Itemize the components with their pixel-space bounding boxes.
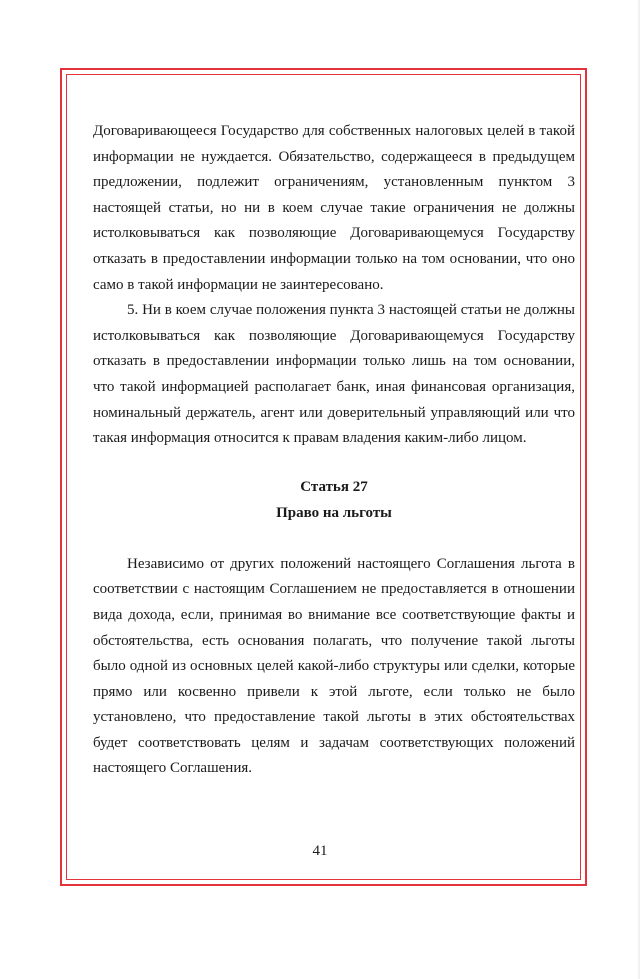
- paragraph-continued: Договаривающееся Государство для собственных налоговых целей в такой информации не нуждается. Обязательство, содержащееся в предыдущем предложении, подлежит ограничениям, установленным пунктом 3 настоящей статьи, но ни в коем случае такие ограничения не должны истолковываться как позволяющие Договаривающемуся Государству отказать в предоставлении информации только на том основании, что оно само в такой информации не заинтересовано.: [93, 123, 575, 293]
- page-number: 41: [312, 843, 328, 859]
- article-number: Статья 27: [300, 478, 368, 495]
- paragraph-5: 5. Ни в коем случае положения пункта 3 настоящей статьи не должны истолковываться как позволяющие Договаривающемуся Государству отказать в предоставлении информации только лишь на том основании, что такой информацией располагает банк, иная финансовая организация, номинальный держатель, агент или доверительный управляющий или что такая информация относится к правам владения каким-либо лицом.: [93, 302, 575, 447]
- article-heading: [93, 474, 575, 526]
- document-body: [93, 119, 575, 782]
- article-title: Право на льготы: [276, 504, 392, 521]
- article-body: Независимо от других положений настоящего Соглашения льгота в соответствии с настоящим Соглашением не предоставляется в отношении вида дохода, если, принимая во внимание все соответствующие факты и обстоятельства, есть основания полагать, что получение такой льготы было одной из основных целей какой-либо структуры или сделки, которые прямо или косвенно привели к этой льготе, если только не было установлено, что предоставление такой льготы в этих обстоятельствах будет соответствовать целям и задачам соответствующих положений настоящего Соглашения.: [93, 555, 575, 777]
